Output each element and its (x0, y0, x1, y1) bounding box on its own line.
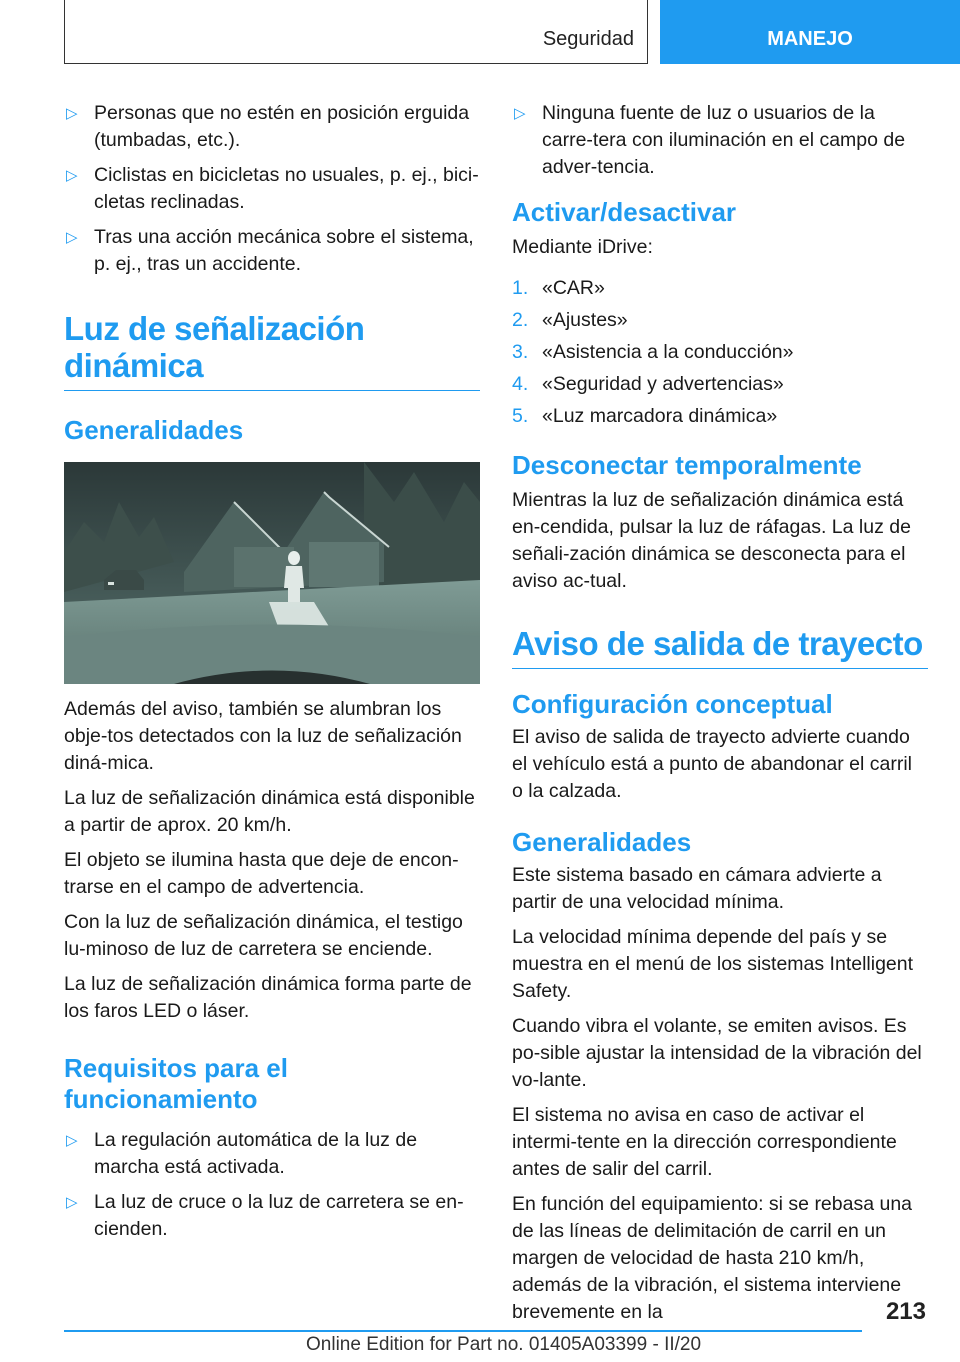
body-paragraph: La velocidad mínima depende del país y se muestra en el menú de los sistemas Intelligent Safety. (512, 926, 914, 1002)
list-item: ▷ Ciclistas en bicicletas no usuales, p. ej., bici-cletas reclinadas. (66, 164, 479, 213)
body-paragraph: El sistema no avisa en caso de activar el intermi-tente en la dirección correspondiente antes de salir del carril. (512, 1104, 897, 1180)
subsection-title-concept: Configuración conceptual (512, 689, 833, 719)
triangle-bullet-icon: ▷ (66, 105, 78, 122)
footer-edition: Online Edition for Part no. 01405A03399 - II/20 (306, 1334, 702, 1355)
body-paragraph: Este sistema basado en cámara advierte a partir de una velocidad mínima. (512, 864, 882, 913)
list-item: 4. «Seguridad y advertencias» (512, 373, 784, 395)
subsection-title-general: Generalidades (64, 415, 244, 445)
body-paragraph: El objeto se ilumina hasta que deje de encon-trarse en el campo de advertencia. (64, 849, 459, 898)
right-column (512, 100, 928, 1334)
triangle-bullet-icon: ▷ (66, 229, 78, 246)
night-road-pedestrian-illustration (64, 462, 480, 684)
triangle-bullet-icon: ▷ (66, 1132, 78, 1149)
subsection-title-general-2: Generalidades (512, 827, 692, 857)
condition-list-continued (512, 100, 928, 181)
triangle-bullet-icon: ▷ (66, 1194, 78, 1211)
body-paragraph: La luz de señalización dinámica forma parte de los faros LED o láser. (64, 973, 472, 1022)
list-item: ▷ La luz de cruce o la luz de carretera se en-cienden. (66, 1191, 464, 1240)
body-paragraph: Mientras la luz de señalización dinámica está en-cendida, pulsar la luz de ráfagas. La luz de señali-zación dinámica se desconecta para el aviso ac-tual. (512, 489, 911, 592)
body-paragraph: Además del aviso, también se alumbran los obje-tos detectados con la luz de señalización diná-mica. (64, 698, 462, 774)
section-title-dynamic-light: Luz de señalización dinámica (64, 310, 480, 391)
list-item: ▷ Ninguna fuente de luz o usuarios de la carre-tera con iluminación en el campo de adver-tencia. (514, 102, 906, 178)
body-paragraph: Cuando vibra el volante, se emiten avisos. Es po-sible ajustar la intensidad de la vibración del vo-lante. (512, 1015, 922, 1091)
body-paragraph: En función del equipamiento: si se rebasa una de las líneas de delimitación de carril en un margen de velocidad de hasta 210 km/h, además de la vibración, el sistema interviene brevemente en la (512, 1193, 913, 1323)
general-body (64, 696, 480, 1025)
page-number: 213 (885, 1298, 926, 1325)
header-section-title: Seguridad (542, 28, 634, 50)
list-item: 2. «Ajustes» (512, 309, 628, 331)
list-item: ▷ Tras una acción mecánica sobre el sistema, p. ej., tras un accidente. (66, 226, 474, 275)
subsection-title-requirements: Requisitos para el funcionamiento (64, 1053, 288, 1114)
header-chapter-tab[interactable]: MANEJO (660, 0, 960, 64)
triangle-bullet-icon: ▷ (66, 167, 78, 184)
idrive-steps (512, 275, 928, 430)
triangle-bullet-icon: ▷ (514, 105, 526, 122)
list-item: 3. «Asistencia a la conducción» (512, 341, 794, 363)
list-item: ▷ Personas que no estén en posición erguida (tumbadas, etc.). (66, 102, 470, 151)
condition-list-top (64, 100, 480, 278)
section-title-lane-departure: Aviso de salida de trayecto (512, 625, 928, 669)
body-paragraph: La luz de señalización dinámica está disponible a partir de aprox. 20 km/h. (64, 787, 475, 836)
subsection-title-disconnect: Desconectar temporalmente (512, 450, 862, 480)
list-item: 5. «Luz marcadora dinámica» (512, 405, 778, 427)
body-paragraph: Con la luz de señalización dinámica, el testigo lu-minoso de luz de carretera se enciende. (64, 911, 463, 960)
requirements-list (64, 1127, 480, 1243)
list-item: ▷ La regulación automática de la luz de marcha está activada. (66, 1129, 418, 1178)
footer-divider (64, 1330, 862, 1332)
left-column (64, 100, 480, 1251)
activate-intro: Mediante iDrive: (512, 236, 653, 258)
subsection-title-activate: Activar/desactivar (512, 197, 737, 227)
body-paragraph: El aviso de salida de trayecto advierte cuando el vehículo está a punto de abandonar el carril o la calzada. (512, 726, 913, 802)
list-item: 1. «CAR» (512, 277, 605, 299)
